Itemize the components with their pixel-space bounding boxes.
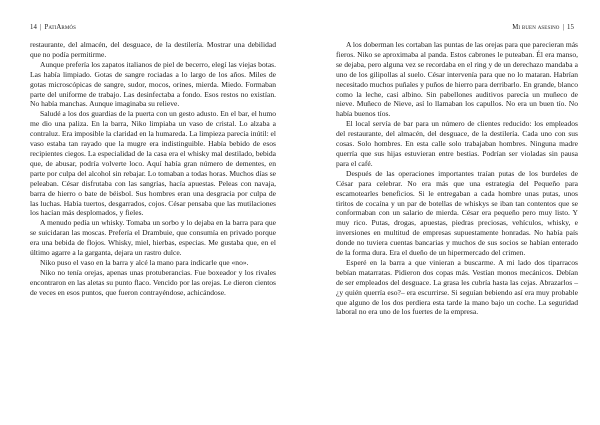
paragraph: Niko no tenía orejas, apenas unas protuberancias. Fue boxeador y los rivales encontraron en las aletas su punto flaco. Vencido por las orejas. Le dieron cientos de veces en esos puntos, que fueron contrayéndose, achicándose. (30, 267, 276, 297)
paragraph: restaurante, del almacén, del desguace, de la destilería. Mostrar una debilidad que no podía permitirme. (30, 40, 276, 59)
left-header-separator: | (40, 24, 42, 31)
paragraph: A los doberman les cortaban las puntas de las orejas para que parecieran más fieros. Niko se aproximaba al panda. Estos cabrones le puteaban. Él era manso, se dejaba, pero alguna vez se recordaba en el ring y de un derechazo mandaba a uno de los gilipollas al suelo. César intervenía para que no lo mataran. Habrían necesitado muchos puñales y puños de hierro para derribarlo. En grande, blanco como la leche, casi albino. Sin pabellones auditivos parecía un muñeco de nieve. Muñeco de Nieve, así lo llamaban los capullos. No era un buen tío. No había buenos tíos. (336, 40, 578, 119)
left-running-header (30, 24, 76, 32)
right-running-header (512, 24, 574, 32)
paragraph: Saludé a los dos guardias de la puerta con un gesto adusto. En el bar, el humo me dio una paliza. En la barra, Niko limpiaba un vaso de cristal. Lo alzaba a contraluz. Era imposible la claridad en la humareda. La limpieza parecía inútil: el vaso estaba tan rayado que la mugre era indistinguible. Había bebido de esos recipientes ciegos. La especialidad de la casa era el whisky mal destilado, bebida que, de abusar, podría volverte loco. Aquí había gran número de dementes, en parte por culpa del alcohol sin rebajar. Lo tomaban a todas horas. Muchos días se peleaban. César disfrutaba con las sangrías, hacía apuestas. Peleas con navaja, barra de hierro o bate de béisbol. Sus hombres eran una desgracia por culpa de las luchas. Había tuertos, desgarrados, cojos. César pensaba que las mutilaciones los hacían más desplomados, y fieles. (30, 109, 277, 218)
paragraph: Esperé en la barra a que vinieran a buscarme. A mi lado dos tiparracos bebían matarratas. Pidieron dos copas más. Vestían monos mecánicos. Debían de ser empleados del desguace. La grasa les cubría hasta las cejas. Abrazarlos –¿y quién querría eso?– era escurrirse. Si seguían bebiendo así era muy probable que alguno de los dos perdiera esta tarde la mano bajo un coche. La seguridad laboral no era uno de los fuertes de la empresa. (336, 257, 578, 317)
paragraph: A menudo pedía un whisky. Tomaba un sorbo y lo dejaba en la barra para que se suicidaran las moscas. Prefería el Drambuie, que consumía en privado porque era una bebida de flojos. Whisky, miel, hierbas, especias. Me gustaba que, en el último agarre a la garganta, dejara un rastro dulce. (30, 218, 276, 258)
left-running-head: PatiArmós (44, 24, 77, 31)
right-page (300, 0, 600, 425)
paragraph: Niko puso el vaso en la barra y alcé la mano para indicarle que «no». (40, 257, 249, 267)
left-page-number: 14 (30, 24, 37, 31)
paragraph: El local servía de bar para un número de clientes reducido: los empleados del restaurante, del almacén, del desguace, de la destilería. Cada uno con sus cosas. Solo hombres. En esta calle solo trabajaban hombres. Ninguna madre querría que sus hijas estuvieran entre bestias. Podrían ser violadas sin pausa para el café. (336, 119, 578, 168)
right-page-body (336, 40, 578, 317)
paragraph: Después de las operaciones importantes traían putas de los burdeles de César para celebrar. No era más que una estrategia del Pequeño para escamotearles beneficios. Si le entregaban a cada hombre unas putas, unos tiritos de cocaína y un par de botellas de whiskys se iban tan contentos que se conformaban con un salario de mierda. César era pequeño pero muy listo. Y muy rico. Putas, drogas, apuestas, piedras preciosas, vehículos, whisky, e inversiones en multitud de empresas supuestamente honradas. No había país donde no tuviera cuentas bancarias y muchos de sus socios se habían enterado de la forma dura. Era el dueño de un hipermercado del crimen. (336, 168, 578, 258)
right-page-number: 15 (567, 24, 574, 31)
left-page-body (30, 40, 276, 298)
right-header-separator: | (562, 24, 564, 31)
paragraph: Aunque prefería los zapatos italianos de piel de becerro, elegí las viejas botas. Las había limpiado. Gotas de sangre rociadas a lo largo de los años. Miles de gotas microscópicas de sangre, sudor, mocos, orines, mierda. Miedo. Formaban parte del uniforme de trabajo. Las desinfectaba a fondo. Esos restos no existían. No había manchas. Aunque imaginaba su relieve. (30, 59, 276, 109)
right-running-head: Mi buen asesino (512, 24, 560, 31)
